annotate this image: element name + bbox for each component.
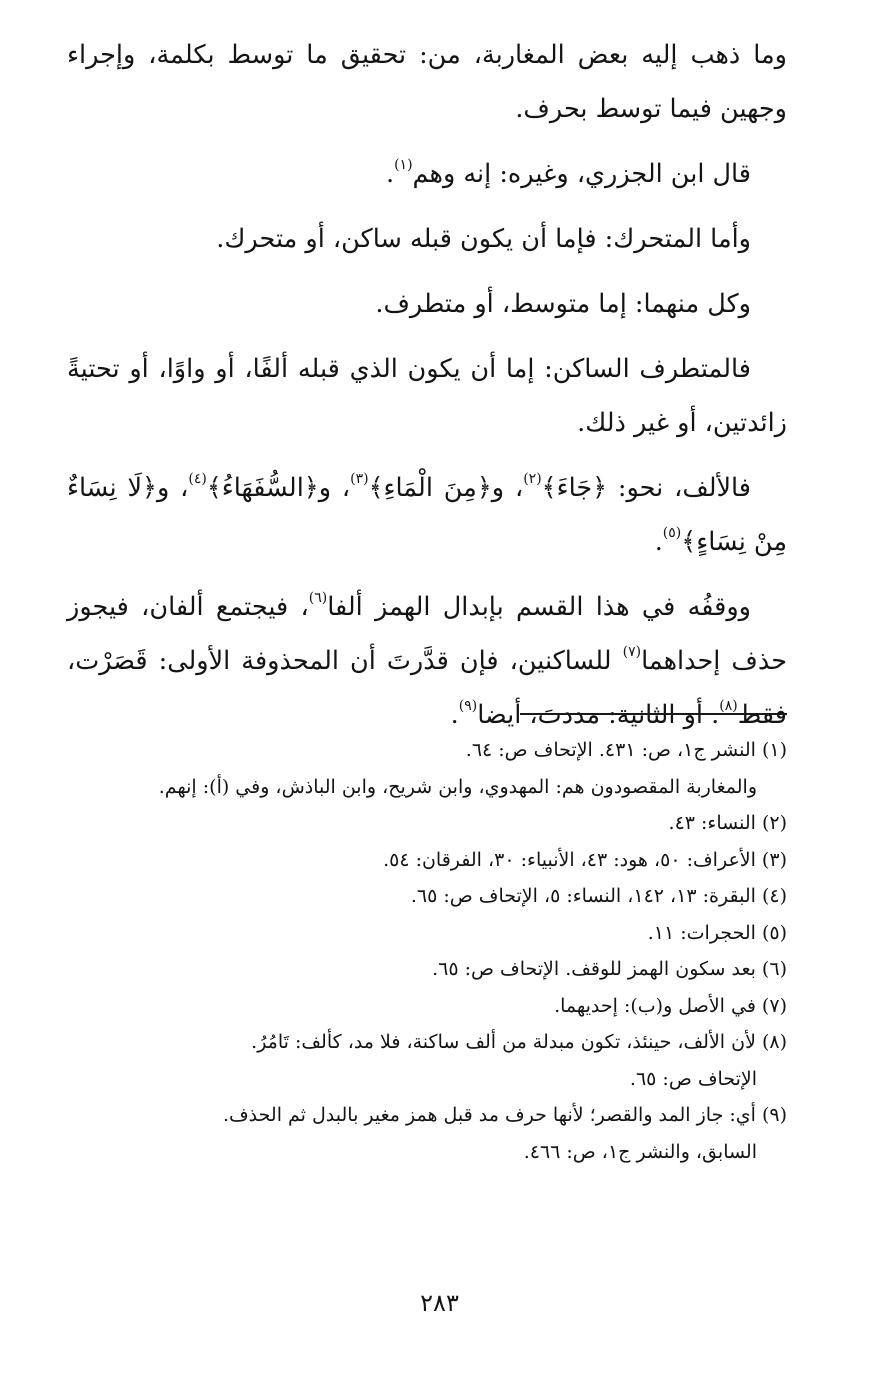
footnote-2: (٢) النساء: ٤٣. <box>668 812 787 834</box>
paragraph-7: ووقفُه في هذا القسم بإبدال الهمز ألفا$^{(٦)}$، فيجتمع ألفان، فيجوز حذف إحداهما$^{(٧)}$ للساكنين، فإن قدَّرتَ أن المحذوفة الأولى: قَصَرْت، فقط$^{(٨)}$. أو الثانية: مددتَ، أيضا$^{(٩)}$. <box>67 590 787 730</box>
footnote-4: (٤) البقرة: ١٣، ١٤٢، النساء: ٥، الإتحاف ص: ٦٥. <box>410 885 787 907</box>
footnote-ref-9[interactable]: (٩) <box>458 698 478 714</box>
footnote-8-continued: الإتحاف ص: ٦٥. <box>629 1067 757 1090</box>
footnote-9-continued: السابق، والنشر ج١، ص: ٤٦٦. <box>523 1140 757 1163</box>
footnotes <box>67 732 787 1170</box>
footnote-6: (٦) بعد سكون الهمز للوقف. الإتحاف ص: ٦٥. <box>432 958 787 980</box>
footnote-divider <box>520 713 787 715</box>
footnote-1: (١) النشر ج١، ص: ٤٣١. الإتحاف ص: ٦٤. <box>465 739 787 761</box>
paragraph-1: وما ذهب إليه بعض المغاربة، من: تحقيق ما توسط بكلمة، وإجراء وجهين فيما توسط بحرف. <box>67 40 787 124</box>
footnote-ref-2[interactable]: (٢) <box>523 471 542 487</box>
footnote-ref-7[interactable]: (٧) <box>622 644 642 660</box>
paragraph-6: فالألف، نحو: ﴿جَاءَ﴾$^{(٢)}$، و﴿مِنَ الْمَاءِ﴾$^{(٣)}$، و﴿السُّفَهَاءُ﴾$^{(٤)}$، و﴿لَا نِسَاءٌ مِنْ نِسَاءٍ﴾$^{(٥)}$. <box>67 471 787 557</box>
footnote-7: (٧) في الأصل و(ب): إحديهما. <box>554 994 787 1017</box>
footnote-ref-4[interactable]: (٤) <box>188 471 207 487</box>
footnote-3: (٣) الأعراف: ٥٠، هود: ٤٣، الأنبياء: ٣٠، الفرقان: ٥٤. <box>383 848 787 871</box>
main-text <box>67 28 787 753</box>
footnote-ref-5[interactable]: (٥) <box>662 525 682 541</box>
paragraph-2: قال ابن الجزري، وغيره: إنه وهم$^{(١)}$. <box>385 157 751 189</box>
footnote-8: (٨) لأن الألف، حينئذ، تكون مبدلة من ألف ساكنة، فلا مد، كألف: تَامُرُ. <box>251 1031 787 1053</box>
paragraph-5: فالمتطرف الساكن: إما أن يكون الذي قبله ألفًا، أو واوًا، أو تحتيةً زائدتين، أو غير ذلك. <box>67 354 787 438</box>
paragraph-4: وكل منهما: إما متوسط، أو متطرف. <box>375 289 751 319</box>
paragraph-3: وأما المتحرك: فإما أن يكون قبله ساكن، أو متحرك. <box>216 224 751 254</box>
footnote-5: (٥) الحجرات: ١١. <box>647 921 787 944</box>
footnote-ref-1[interactable]: (١) <box>394 157 413 173</box>
footnote-ref-3[interactable]: (٣) <box>350 471 369 487</box>
footnote-ref-8[interactable]: (٨) <box>719 698 738 714</box>
footnote-1-continued: والمغاربة المقصودون هم: المهدوي، وابن شريح، وابن الباذش، وفي (أ): إنهم. <box>158 775 757 798</box>
page-number: ٢٨٣ <box>420 1289 459 1317</box>
footnote-ref-6[interactable]: (٦) <box>308 590 328 606</box>
footnote-9: (٩) أي: جاز المد والقصر؛ لأنها حرف مد قبل همز مغير بالبدل ثم الحذف. <box>222 1104 787 1126</box>
